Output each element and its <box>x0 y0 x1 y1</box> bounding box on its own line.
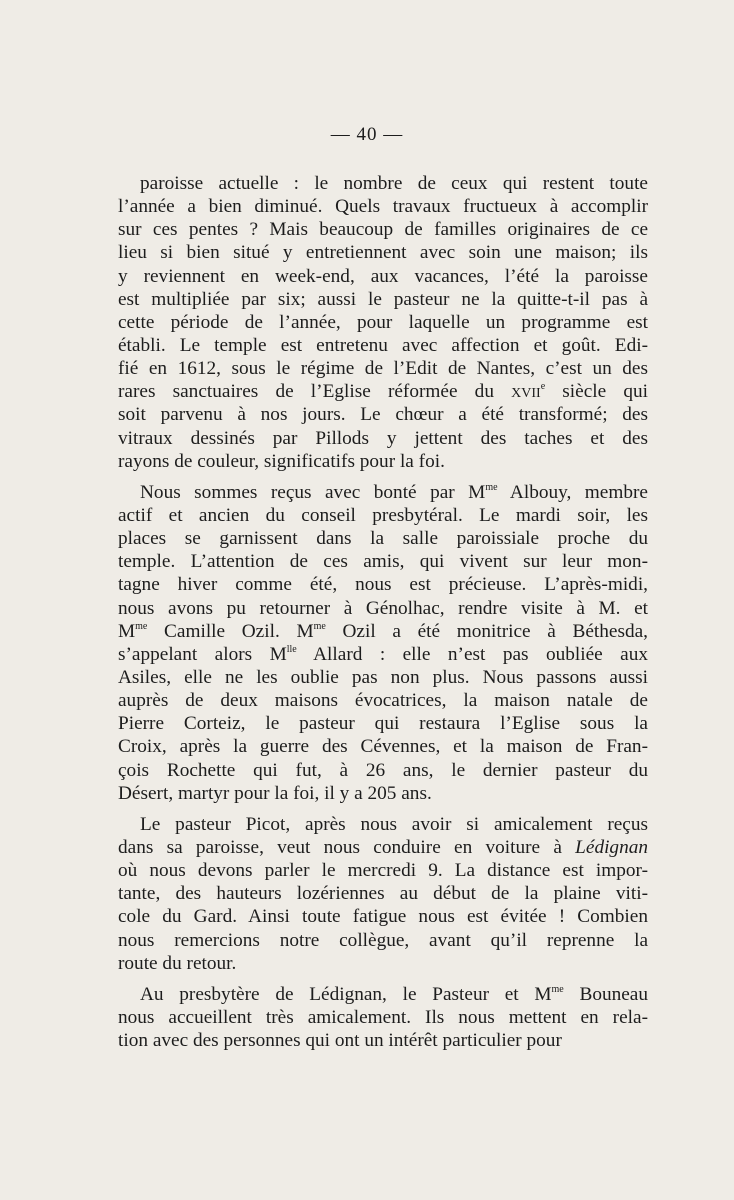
text-line: cole du Gard. Ainsi toute fatigue nous est évitée ! Combien <box>118 906 648 928</box>
text-run: Bouneau <box>563 983 648 1005</box>
text-line: l’année a bien diminué. Quels travaux fructueux à accomplir <box>118 196 648 218</box>
text-line: Asiles, elle ne les oublie pas non plus. Nous passons aussi <box>118 666 648 688</box>
text-line <box>118 643 648 666</box>
superscript: me <box>135 620 148 632</box>
text-run: rares sanctuaires de l’Eglise réformée du <box>118 381 512 403</box>
italic-place-name: Lédignan <box>575 836 648 858</box>
text-line: nous avons pu retourner à Génolhac, rendre visite à M. et <box>118 597 648 619</box>
text-line: temple. L’attention de ces amis, qui vivent sur leur mon- <box>118 551 648 573</box>
superscript: lle <box>286 643 297 655</box>
text-line: Le pasteur Picot, après nous avoir si amicalement reçus <box>140 813 648 835</box>
text-line: nous remercions notre collègue, avant qu’il reprenne la <box>118 929 648 951</box>
text-line: actif et ancien du conseil presbytéral. Le mardi soir, les <box>118 504 648 526</box>
text-run: Albouy, membre <box>497 481 648 503</box>
text-line: établi. Le temple est entretenu avec affection et goût. Edi- <box>118 334 648 356</box>
text-run: Allard : elle n’est pas oubliée aux <box>296 643 648 665</box>
text-line: rayons de couleur, significatifs pour la foi. <box>118 450 445 472</box>
text-line: lieu si bien situé y entretiennent avec soin une maison; ils <box>118 242 648 264</box>
text-line: tion avec des personnes qui ont un intérêt particulier pour <box>118 1030 562 1052</box>
text-line: où nous devons parler le mercredi 9. La distance est impor- <box>118 860 648 882</box>
text-run: Camille Ozil. M <box>147 620 314 642</box>
small-caps-text: xvii <box>511 381 541 403</box>
text-run: M <box>118 620 136 642</box>
text-line <box>118 983 648 1006</box>
superscript: me <box>313 620 326 632</box>
text-line: paroisse actuelle : le nombre de ceux qui restent toute <box>140 173 648 194</box>
text-line: tante, des hauteurs lozériennes au début de la plaine viti- <box>118 883 648 905</box>
superscript: e <box>540 381 546 393</box>
text-line: y reviennent en week-end, aux vacances, l’été la paroisse <box>118 265 648 287</box>
text-line: auprès de deux maisons évocatrices, la maison natale de <box>118 690 648 712</box>
text-line <box>118 481 648 504</box>
page-number: — 40 — <box>330 124 404 145</box>
text-line: fié en 1612, sous le régime de l’Edit de Nantes, c’est un des <box>118 358 648 380</box>
superscript: me <box>485 481 498 493</box>
text-run: Au presbytère de Lédignan, le Pasteur et M <box>140 983 552 1005</box>
text-line: soit parvenu à nos jours. Le chœur a été transformé; des <box>118 404 648 426</box>
text-line: Désert, martyr pour la foi, il y a 205 ans. <box>118 782 432 804</box>
text-run: s’appelant alors M <box>118 643 287 665</box>
text-line: vitraux dessinés par Pillods y jettent des taches et des <box>118 427 648 449</box>
text-line <box>118 380 648 403</box>
paragraph <box>118 983 648 1052</box>
text-run: dans sa paroisse, veut nous conduire en voiture à <box>118 836 576 858</box>
text-line: çois Rochette qui fut, à 26 ans, le dernier pasteur du <box>118 759 648 781</box>
text-run: Ozil a été monitrice à Béthesda, <box>325 620 648 642</box>
text-line: est multipliée par six; aussi le pasteur ne la quitte-t-il pas à <box>118 288 648 310</box>
text-line: route du retour. <box>118 952 237 974</box>
paragraph <box>118 172 648 473</box>
paragraph <box>118 481 648 805</box>
text-line: tagne hiver comme été, nous est précieuse. L’après-midi, <box>118 574 648 596</box>
text-line: sur ces pentes ? Mais beaucoup de familles originaires de ce <box>118 219 648 241</box>
superscript: me <box>551 983 564 995</box>
text-line: nous accueillent très amicalement. Ils nous mettent en rela- <box>118 1006 648 1028</box>
text-run: Nous sommes reçus avec bonté par M <box>140 481 486 503</box>
text-line: places se garnissent dans la salle paroissiale proche du <box>118 528 648 550</box>
paragraph <box>118 813 648 975</box>
text-line: Croix, après la guerre des Cévennes, et la maison de Fran- <box>118 736 648 758</box>
body-text <box>118 172 648 1060</box>
text-run: siècle qui <box>545 381 648 403</box>
text-line: Pierre Corteiz, le pasteur qui restaura l’Eglise sous la <box>118 713 648 735</box>
text-line <box>118 620 648 643</box>
text-line <box>118 836 648 859</box>
text-line: cette période de l’année, pour laquelle un programme est <box>118 311 648 333</box>
